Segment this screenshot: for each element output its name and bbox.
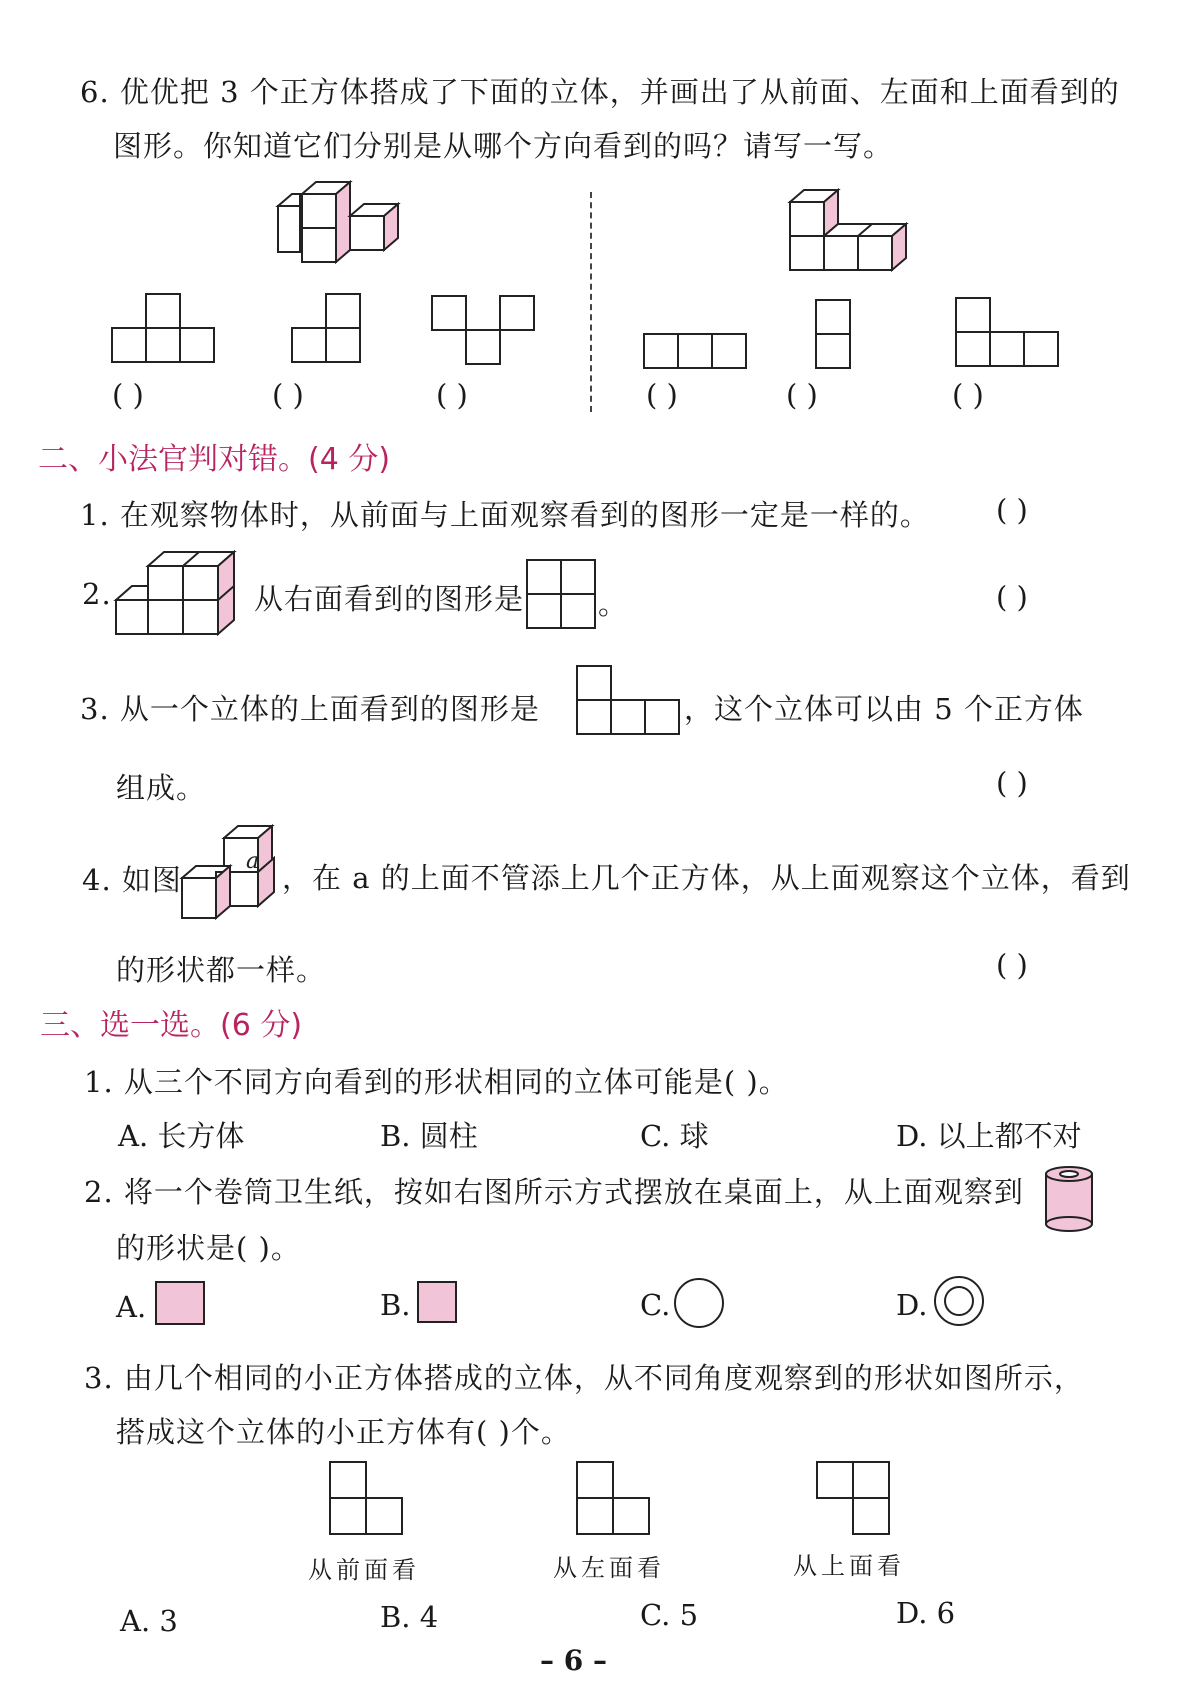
q6-answer-paren-4[interactable]: ( ): [646, 378, 678, 412]
s2-q2-number: 2.: [82, 577, 112, 611]
s3-q2-option-d-shape: [932, 1274, 986, 1328]
q6-answer-paren-2[interactable]: ( ): [272, 378, 304, 412]
q6-answer-paren-1[interactable]: ( ): [112, 378, 144, 412]
s2-q4-solid: [178, 824, 288, 924]
s3-q3-top-view: [815, 1460, 891, 1538]
s3-q2-line1: 2. 将一个卷筒卫生纸，按如右图所示方式摆放在桌面上，从上面观察到: [84, 1175, 1024, 1209]
q6-right-view-2: [814, 298, 854, 372]
q6-left-view-2: [290, 292, 370, 364]
q6-right-view-1: [642, 332, 752, 372]
s2-q3-text: 3. 从一个立体的上面看到的图形是: [80, 692, 540, 726]
s2-q4-tail: ，在 a 的上面不管添上几个正方体，从上面观察这个立体，看到: [282, 861, 1131, 895]
s3-q3-line2: 搭成这个立体的小正方体有( )个。: [116, 1415, 571, 1449]
s3-q2-option-c[interactable]: C.: [640, 1288, 671, 1322]
s3-q1-text: 1. 从三个不同方向看到的形状相同的立体可能是( )。: [84, 1065, 789, 1099]
q6-right-view-3: [954, 296, 1064, 370]
s3-q3-top-label: 从上面看: [793, 1552, 905, 1580]
q6-answer-paren-6[interactable]: ( ): [952, 378, 984, 412]
s3-q1-option-d[interactable]: D. 以上都不对: [896, 1119, 1082, 1153]
s2-q4-paren[interactable]: ( ): [996, 948, 1028, 982]
s3-q2-option-c-shape: [672, 1276, 726, 1330]
q6-left-view-1: [110, 292, 220, 364]
s3-q3-option-d[interactable]: D. 6: [896, 1596, 956, 1630]
toilet-paper-roll-icon: [1044, 1166, 1096, 1234]
s2-q3-line2: 组成。: [116, 771, 207, 805]
s2-q4-prefix: 4. 如图: [82, 863, 182, 897]
s3-q2-option-d[interactable]: D.: [896, 1288, 928, 1322]
s3-q3-line1: 3. 由几个相同的小正方体搭成的立体，从不同角度观察到的形状如图所示，: [84, 1361, 1084, 1395]
s2-q1-paren[interactable]: ( ): [996, 493, 1028, 527]
s2-q2-view: [525, 558, 599, 630]
q6-answer-paren-5[interactable]: ( ): [786, 378, 818, 412]
s3-q3-option-b[interactable]: B. 4: [380, 1600, 439, 1634]
s3-q1-option-c[interactable]: C. 球: [640, 1119, 709, 1153]
s2-q2-solid: [112, 546, 252, 638]
q6-solid-left: [270, 190, 410, 280]
section2-heading: 二、小法官判对错。(4 分): [38, 442, 391, 477]
s2-q2-text: 从右面看到的图形是: [254, 582, 525, 616]
s3-q3-front-label: 从前面看: [308, 1556, 420, 1584]
s2-q4-line2: 的形状都一样。: [116, 953, 327, 987]
section3-heading: 三、选一选。(6 分): [40, 1008, 303, 1043]
divider: [590, 192, 592, 412]
s2-q3-view: [575, 664, 685, 738]
q6-solid-right: [786, 186, 916, 276]
q6-line2: 图形。你知道它们分别是从哪个方向看到的吗？请写一写。: [113, 129, 894, 163]
s3-q2-option-b[interactable]: B.: [380, 1288, 411, 1322]
s3-q2-option-a[interactable]: A.: [116, 1290, 147, 1324]
q6-left-view-3: [430, 294, 540, 366]
s3-q1-option-a[interactable]: A. 长方体: [118, 1119, 245, 1153]
s3-q3-left-view: [575, 1460, 651, 1538]
s3-q1-option-b[interactable]: B. 圆柱: [380, 1119, 478, 1153]
q6-answer-paren-3[interactable]: ( ): [436, 378, 468, 412]
s2-q4-cube-label: a: [246, 849, 260, 874]
s2-q1-text: 1. 在观察物体时，从前面与上面观察看到的图形一定是一样的。: [80, 498, 930, 532]
s3-q3-front-view: [328, 1460, 404, 1538]
s3-q3-option-a[interactable]: A. 3: [120, 1604, 178, 1638]
s3-q2-option-a-shape: [154, 1280, 206, 1328]
page-number: – 6 –: [540, 1644, 607, 1677]
s2-q3-tail: ，这个立体可以由 5 个正方体: [684, 692, 1084, 726]
s3-q3-option-c[interactable]: C. 5: [640, 1598, 699, 1632]
s3-q3-left-label: 从左面看: [553, 1554, 665, 1582]
s2-q2-end: 。: [598, 587, 629, 621]
s2-q3-paren[interactable]: ( ): [996, 766, 1028, 800]
s3-q2-option-b-shape: [416, 1280, 458, 1324]
s3-q2-line2: 的形状是( )。: [116, 1231, 301, 1265]
s2-q2-paren[interactable]: ( ): [996, 580, 1028, 614]
q6-line1: 6. 优优把 3 个正方体搭成了下面的立体，并画出了从前面、左面和上面看到的: [80, 75, 1120, 109]
